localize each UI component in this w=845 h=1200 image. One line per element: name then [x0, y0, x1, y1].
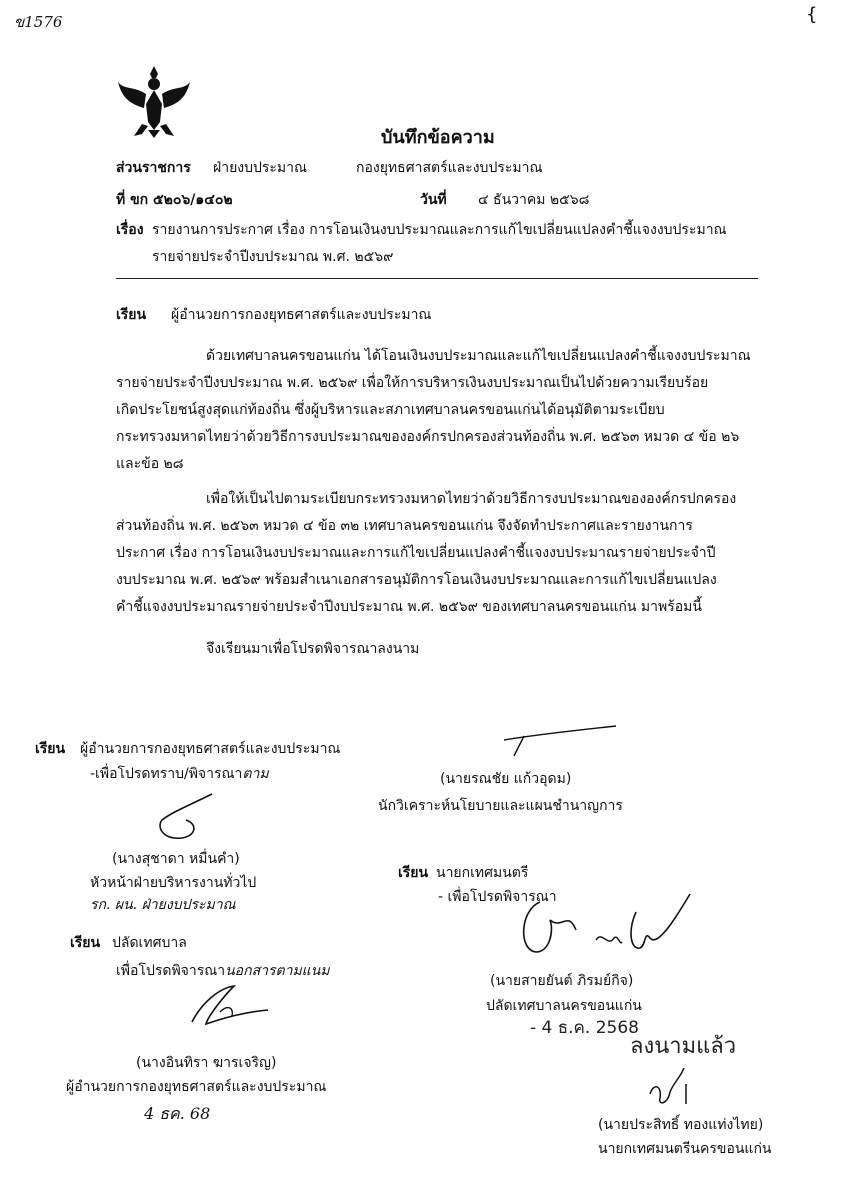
endorse-note-3: - เพื่อโปรดพิจารณา — [438, 889, 557, 905]
header-divider — [116, 278, 758, 279]
signer-position-intira: ผู้อำนวยการกองยุทธศาสตร์และงบประมาณ — [66, 1079, 327, 1095]
garuda-emblem-icon — [116, 64, 192, 138]
signature-suchada — [152, 790, 222, 844]
signer-name-intira: (นางอินทิรา ฆารเจริญ) — [136, 1055, 277, 1071]
subject-label: เรื่อง — [116, 222, 144, 238]
signer-name-prasit: (นายประสิทธิ์ ทองแท่งไทย) — [598, 1117, 764, 1133]
body-paragraph-1 — [116, 343, 758, 478]
signature-saiyan — [510, 890, 700, 965]
date-label: วันที่ — [420, 192, 447, 208]
endorse-label-2: เรียน — [70, 935, 101, 951]
signed-stamp: ลงนามแล้ว — [630, 1034, 737, 1059]
signature-prasit — [640, 1064, 700, 1112]
signature-ronnachai — [500, 720, 620, 760]
endorse-note-printed: เพื่อโปรดพิจารณา — [116, 963, 226, 979]
reference-number: ที่ ขก ๕๒๐๖/๑๔๐๒ — [116, 192, 233, 208]
signer-name-ronnachai: (นายรณชัย แก้วอุดม) — [440, 771, 572, 787]
subject-line-1: รายงานการประกาศ เรื่อง การโอนเงินงบประมาณและการแก้ไขเปลี่ยนแปลงคำชี้แจงงบประมาณ — [152, 222, 727, 238]
endorse-note-handwritten: ตาม — [242, 766, 269, 782]
body-line: ส่วนท้องถิ่น พ.ศ. ๒๕๖๓ หมวด ๔ ข้อ ๓๒ เทศบาลนครขอนแก่น จึงจัดทำประกาศและรายงานการ — [116, 518, 693, 534]
endorse-addressee-3: นายกเทศมนตรี — [436, 865, 529, 881]
addressee-value: ผู้อำนวยการกองยุทธศาสตร์และงบประมาณ — [171, 307, 432, 323]
body-paragraph-2 — [116, 486, 758, 621]
addressee-label: เรียน — [116, 307, 147, 323]
endorse-label-3: เรียน — [398, 865, 429, 881]
corner-handwritten-number: ข1576 — [14, 13, 63, 31]
endorse-note-1 — [90, 763, 269, 785]
dept-value-division: กองยุทธศาสตร์และงบประมาณ — [356, 160, 543, 176]
memo-title: บันทึกข้อความ — [381, 127, 495, 148]
dept-label: ส่วนราชการ — [116, 160, 191, 176]
body-line: เกิดประโยชน์สูงสุดแก่ท้องถิ่น ซึ่งผู้บริหารและสภาเทศบาลนครขอนแก่นได้อนุมัติตามระเบียบ — [116, 402, 665, 418]
body-line: รายจ่ายประจำปีงบประมาณ พ.ศ. ๒๕๖๙ เพื่อให้การบริหารเงินงบประมาณเป็นไปด้วยความเรียบร้อย — [116, 375, 709, 391]
signer-position-saiyan: ปลัดเทศบาลนครขอนแก่น — [486, 998, 642, 1014]
handwritten-date: 4 ธค. 68 — [144, 1104, 211, 1123]
date-stamp: - 4 ธ.ค. 2568 — [530, 1018, 639, 1038]
endorse-label-1: เรียน — [35, 741, 66, 757]
signer-position-suchada: หัวหน้าฝ่ายบริหารงานทั่วไป — [90, 875, 257, 891]
endorse-note-handwritten: นอกสารตามแนม — [225, 963, 330, 979]
handwritten-acting-note: รก. ผน. ฝ่ายงบประมาณ — [90, 897, 236, 913]
body-line: งบประมาณ พ.ศ. ๒๕๖๙ พร้อมสำเนาเอกสารอนุมัติการโอนเงินงบประมาณและการแก้ไขเปลี่ยนแปลง — [116, 572, 717, 588]
signer-name-saiyan: (นายสายยันต์ ภิรมย์กิจ) — [490, 973, 634, 989]
body-line: ด้วยเทศบาลนครขอนแก่น ได้โอนเงินงบประมาณและแก้ไขเปลี่ยนแปลงคำชี้แจงงบประมาณ — [206, 348, 751, 364]
endorse-note-2 — [116, 960, 330, 982]
date-value: ๔ ธันวาคม ๒๕๖๘ — [478, 192, 590, 208]
body-line: ประกาศ เรื่อง การโอนเงินงบประมาณและการแก้ไขเปลี่ยนแปลงคำชี้แจงงบประมาณรายจ่ายประจำปี — [116, 545, 716, 561]
subject-line-2: รายจ่ายประจำปีงบประมาณ พ.ศ. ๒๕๖๙ — [152, 249, 394, 265]
closing-sentence: จึงเรียนมาเพื่อโปรดพิจารณาลงนาม — [206, 641, 420, 657]
endorse-note-printed: -เพื่อโปรดทราบ/พิจารณา — [90, 766, 243, 782]
body-line: กระทรวงมหาดไทยว่าด้วยวิธีการงบประมาณขององค์กรปกครองส่วนท้องถิ่น พ.ศ. ๒๕๖๓ หมวด ๔ ข้อ ๒๖ — [116, 429, 740, 445]
endorse-addressee-2: ปลัดเทศบาล — [112, 935, 187, 951]
body-line: คำชี้แจงงบประมาณรายจ่ายประจำปีงบประมาณ พ.ศ. ๒๕๖๙ ของเทศบาลนครขอนแก่น มาพร้อมนี้ — [116, 599, 702, 615]
endorse-addressee-1: ผู้อำนวยการกองยุทธศาสตร์และงบประมาณ — [80, 741, 341, 757]
corner-mark-right: { — [806, 4, 818, 25]
dept-value-section: ฝ่ายงบประมาณ — [213, 160, 307, 176]
body-line: และข้อ ๒๘ — [116, 456, 184, 472]
body-line: เพื่อให้เป็นไปตามระเบียบกระทรวงมหาดไทยว่าด้วยวิธีการงบประมาณขององค์กรปกครอง — [206, 491, 737, 507]
signature-intira — [184, 982, 274, 1030]
signer-name-suchada: (นางสุชาดา หมื่นคำ) — [112, 851, 240, 867]
signer-position-prasit: นายกเทศมนตรีนครขอนแก่น — [598, 1141, 772, 1157]
signer-position-ronnachai: นักวิเคราะห์นโยบายและแผนชำนาญการ — [378, 798, 623, 814]
